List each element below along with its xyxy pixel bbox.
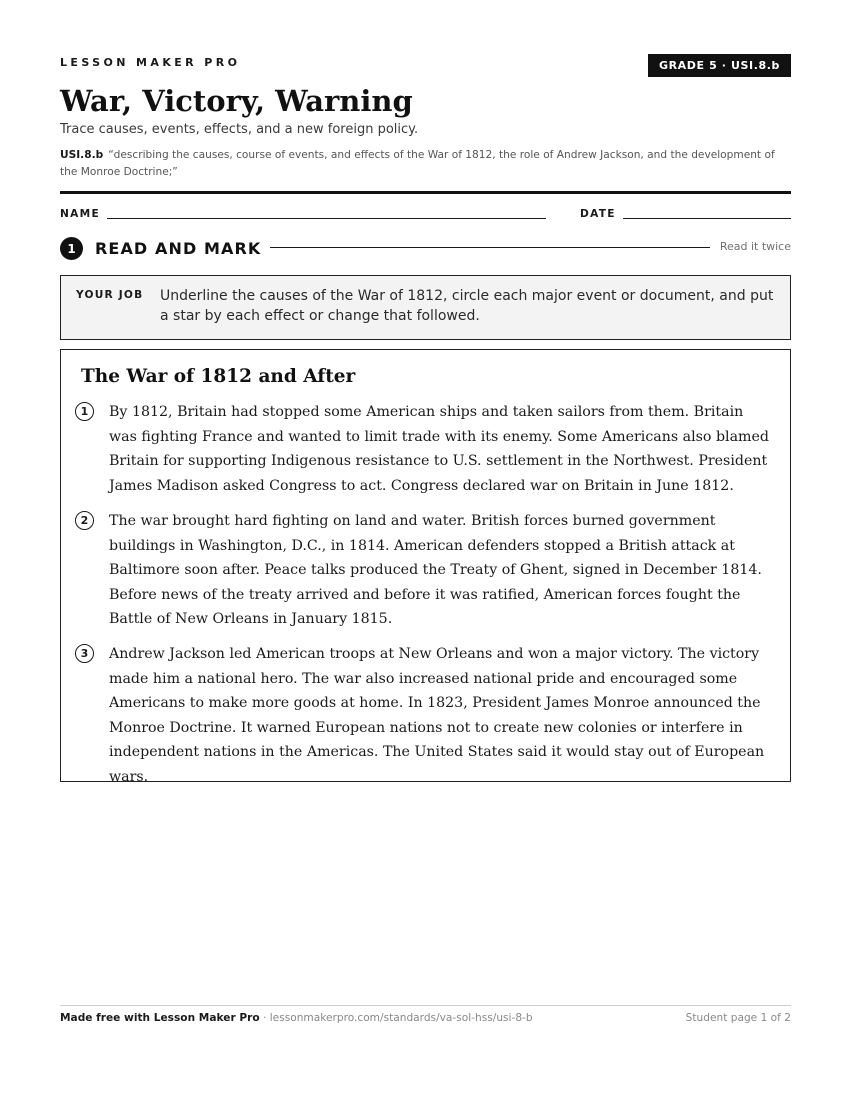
footer-divider: [60, 1005, 791, 1006]
date-field[interactable]: [623, 218, 791, 219]
paragraph-number-3: 3: [75, 644, 94, 663]
paragraph-number-2: 2: [75, 511, 94, 530]
paragraph-text-2: The war brought hard fighting on land and water. British forces burned government buildings in Washington, D.C., in 1814. American defenders stopped a British attack at Baltimore soon after. Peace talks produced the Treaty of Ghent, signed in December 1814. Before news of the treaty arrived and before it was ratified, American forces fought the Battle of New Orleans in January 1815.: [109, 513, 762, 628]
standard-code: USI.8.b: [60, 149, 104, 161]
reading-title: The War of 1812 and After: [81, 366, 356, 387]
page-title: War, Victory, Warning: [60, 84, 413, 118]
standard-description: [60, 147, 791, 181]
standard-text: “describing the causes, course of events, and effects of the War of 1812, the role of Andrew Jackson, and the development of the Monroe Doctrine;”: [60, 149, 775, 178]
your-job-label: YOUR JOB: [76, 289, 144, 301]
footer-page-number: Student page 1 of 2: [685, 1012, 791, 1024]
your-job-box: [60, 275, 791, 340]
paragraph-number-1: 1: [75, 402, 94, 421]
paragraph-text-1: By 1812, Britain had stopped some American ships and taken sailors from them. Britain was fighting France and wanted to limit trade with its enemy. Some Americans also blamed Britain for supporting Indigenous resistance to U.S. settlement in the Northwest. President James Madison asked Congress to act. Congress declared war on Britain in June 1812.: [109, 404, 769, 494]
section-divider: [270, 247, 710, 248]
passage-paragraph-2: [75, 509, 775, 633]
section-number-badge: 1: [60, 237, 83, 260]
footer-url[interactable]: · lessonmakerpro.com/standards/va-sol-hss/usi-8-b: [259, 1012, 533, 1024]
passage-paragraph-3: [75, 642, 775, 785]
footer-credit: [60, 1012, 533, 1024]
date-label: DATE: [580, 208, 616, 220]
name-label: NAME: [60, 208, 101, 220]
header-divider: [60, 191, 791, 194]
brand-name: LESSON MAKER PRO: [60, 56, 241, 69]
page-subtitle: Trace causes, events, effects, and a new foreign policy.: [60, 122, 419, 137]
name-field[interactable]: [107, 218, 546, 219]
grade-badge: GRADE 5 · USI.8.b: [648, 54, 791, 77]
footer-made-with: Made free with Lesson Maker Pro: [60, 1012, 260, 1024]
paragraph-text-3: Andrew Jackson led American troops at New Orleans and won a major victory. The victory made him a national hero. The war also increased national pride and encouraged some Americans to make more goods at home. In 1823, President James Monroe announced the Monroe Doctrine. It warned European nations not to create new colonies or interfere in independent nations in the Americas. The United States said it would stay out of European wars.: [109, 646, 765, 785]
passage-paragraph-1: [75, 400, 775, 500]
your-job-instructions: Underline the causes of the War of 1812, circle each major event or document, and put a star by each effect or change that followed.: [160, 288, 774, 324]
section-title: READ AND MARK: [95, 239, 262, 258]
section-note: Read it twice: [719, 240, 791, 253]
reading-passage: [60, 349, 791, 785]
